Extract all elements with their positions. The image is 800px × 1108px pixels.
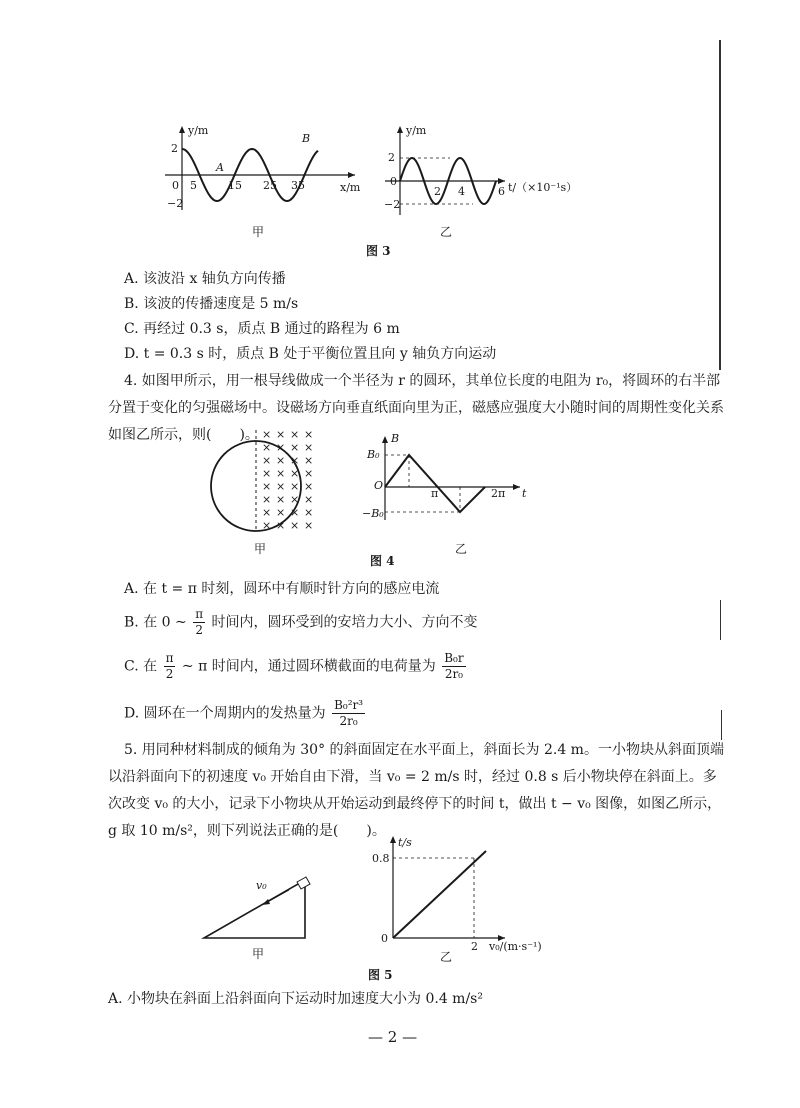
field-cross-mark: × xyxy=(276,441,286,454)
fig3-jia-y-pos: 2 xyxy=(171,142,178,155)
field-cross-mark: × xyxy=(276,506,286,519)
field-cross-mark: × xyxy=(276,519,286,532)
field-cross-mark: × xyxy=(290,441,300,454)
fraction-pi-over-2: $\frac{\pi}{2}$ xyxy=(195,607,204,637)
field-cross-mark: × xyxy=(290,493,300,506)
field-cross-mark: × xyxy=(304,506,314,519)
fig5-v0-label: v₀ xyxy=(256,879,267,892)
fig3-yi-t-axis-label: t/（×10⁻¹s） xyxy=(508,181,578,194)
fig3-jia-tick-5: 5 xyxy=(190,179,197,192)
field-cross-mark: × xyxy=(276,480,286,493)
field-cross-mark: × xyxy=(262,480,272,493)
field-cross-mark: × xyxy=(290,480,300,493)
fig5-yi-t-val: 0.8 xyxy=(372,852,390,865)
fig4-yi-b0: B₀ xyxy=(367,448,380,461)
field-cross-mark: × xyxy=(290,506,300,519)
fig5-yi-v-val: 2 xyxy=(471,940,478,953)
fig5-yi-origin: 0 xyxy=(381,932,388,945)
field-cross-mark: × xyxy=(290,428,300,441)
scan-edge-line xyxy=(721,710,722,740)
field-cross-mark: × xyxy=(276,428,286,441)
fig3-jia-tick-35: 35 xyxy=(291,179,305,192)
fig3-jia-point-a: A xyxy=(216,161,224,174)
fig3-yi-origin: 0 xyxy=(390,175,397,188)
q3-option-a: A. 该波沿 x 轴负方向传播 xyxy=(124,271,286,287)
fig4-yi-neg-b0: −B₀ xyxy=(362,507,384,520)
fig3-jia-y-axis-label: y/m xyxy=(188,124,209,137)
fraction-heat: $\frac{\text{B₀²r³}}{\text{2r₀}}$ xyxy=(334,698,364,728)
field-cross-mark: × xyxy=(290,519,300,532)
field-cross-mark: × xyxy=(262,454,272,467)
q3-option-d: D. t = 0.3 s 时，质点 B 处于平衡位置且向 y 轴负方向运动 xyxy=(124,346,497,362)
field-cross-mark: × xyxy=(276,454,286,467)
field-cross-mark: × xyxy=(262,467,272,480)
field-cross-mark: × xyxy=(304,454,314,467)
fig4-yi-pi: π xyxy=(431,487,439,500)
scan-edge-line xyxy=(720,600,721,640)
field-cross-mark: × xyxy=(262,493,272,506)
fig3-jia-tick-25: 25 xyxy=(263,179,277,192)
fig4-jia-name: 甲 xyxy=(254,542,267,556)
fraction-pi-over-2: $\frac{\pi}{2}$ xyxy=(165,651,174,681)
field-cross-mark: × xyxy=(290,454,300,467)
field-cross-mark: × xyxy=(304,428,314,441)
q3-option-c: C. 再经过 0.3 s，质点 B 通过的路程为 6 m xyxy=(124,321,400,337)
field-cross-mark: × xyxy=(262,428,272,441)
fig3-yi-name: 乙 xyxy=(440,225,453,239)
fig3-caption: 图 3 xyxy=(366,244,391,258)
scan-edge-line xyxy=(719,40,721,370)
fig5-yi-name: 乙 xyxy=(440,950,453,964)
fig4-caption: 图 4 xyxy=(370,554,395,568)
field-cross-mark: × xyxy=(304,467,314,480)
field-cross-mark: × xyxy=(304,441,314,454)
q4-option-d: D. 圆环在一个周期内的发热量为 $\frac{\text{B₀²r³}}{\text{2r₀}}$ xyxy=(124,698,364,728)
fig4-yi-origin: O xyxy=(374,479,384,492)
q4-option-c: C. 在 $\frac{\pi}{2}$ ~ π 时间内，通过圆环横截面的电荷量为 $\frac{\text{B₀r}}{\text{2r₀}}$ xyxy=(124,651,464,681)
q4-option-b: B. 在 0 ~ $\frac{\pi}{2}$ 时间内，圆环受到的安培力大小、方向不变 xyxy=(124,607,478,637)
fig5-yi-t-axis: t/s xyxy=(398,836,412,849)
fig5-caption: 图 5 xyxy=(368,968,393,982)
field-cross-mark: × xyxy=(304,493,314,506)
fig3-jia-tick-15: 15 xyxy=(228,179,242,192)
fig5-jia-name: 甲 xyxy=(252,947,265,961)
fig3-jia-point-b: B xyxy=(302,132,311,145)
fig5-yi-v-axis: v₀/(m·s⁻¹) xyxy=(489,940,542,953)
field-cross-mark: × xyxy=(262,441,272,454)
q5-option-a: A. 小物块在斜面上沿斜面向下运动时加速度大小为 0.4 m/s² xyxy=(108,991,483,1007)
fig3-jia-name: 甲 xyxy=(252,225,265,239)
fig3-yi-tick-2: 2 xyxy=(434,185,441,198)
field-cross-mark: × xyxy=(276,493,286,506)
fig3-jia-x-axis-label: x/m xyxy=(340,181,361,194)
fig4-yi-t-axis: t xyxy=(522,487,527,500)
fig3-yi-tick-6: 6 xyxy=(498,185,505,198)
fraction-charge: $\frac{\text{B₀r}}{\text{2r₀}}$ xyxy=(444,651,464,681)
page-number: — 2 — xyxy=(368,1028,418,1046)
field-cross-mark: × xyxy=(304,480,314,493)
fig4-yi-b-axis: B xyxy=(391,432,400,445)
fig3-yi-y-axis-label: y/m xyxy=(406,124,427,137)
field-cross-mark: × xyxy=(262,506,272,519)
field-cross-mark: × xyxy=(304,519,314,532)
q3-option-b: B. 该波的传播速度是 5 m/s xyxy=(124,296,299,312)
q4-stem: 4. 如图甲所示，用一根导线做成一个半径为 r 的圆环，其单位长度的电阻为 r₀，将圆环的右半部分置于变化的匀强磁场中。设磁场方向垂直纸面向里为正，磁感应强度大小随时间的周期性变化关系如图乙所示，则( )。 xyxy=(108,373,724,443)
q5-stem: 5. 用同种材料制成的倾角为 30° 的斜面固定在水平面上，斜面长为 2.4 m。一小物块从斜面顶端以沿斜面向下的初速度 v₀ 开始自由下滑，当 v₀ = 2 m/s 时，经过 0.8 s 后小物块停在斜面上。多次改变 v₀ 的大小，记录下小物块从开始运动到最终停下的时间 t，做出 t − v₀ 图像，如图乙所示，g 取 10 m/s²，则下列说法正确的是( )。 xyxy=(108,742,724,839)
fig4-yi-two-pi: 2π xyxy=(491,487,506,500)
field-cross-mark: × xyxy=(290,467,300,480)
field-cross-mark: × xyxy=(262,519,272,532)
q4-option-a: A. 在 t = π 时刻，圆环中有顺时针方向的感应电流 xyxy=(124,581,440,597)
fig4-yi-name: 乙 xyxy=(455,542,468,556)
fig3-jia-y-neg: −2 xyxy=(167,197,184,210)
fig5-t-v0-line xyxy=(393,851,486,938)
fig3-yi-tick-4: 4 xyxy=(458,185,465,198)
fig3-yi-y-pos: 2 xyxy=(388,151,395,164)
fig3-jia-origin: 0 xyxy=(172,179,179,192)
field-cross-mark: × xyxy=(276,467,286,480)
fig3-yi-y-neg: −2 xyxy=(384,198,401,211)
